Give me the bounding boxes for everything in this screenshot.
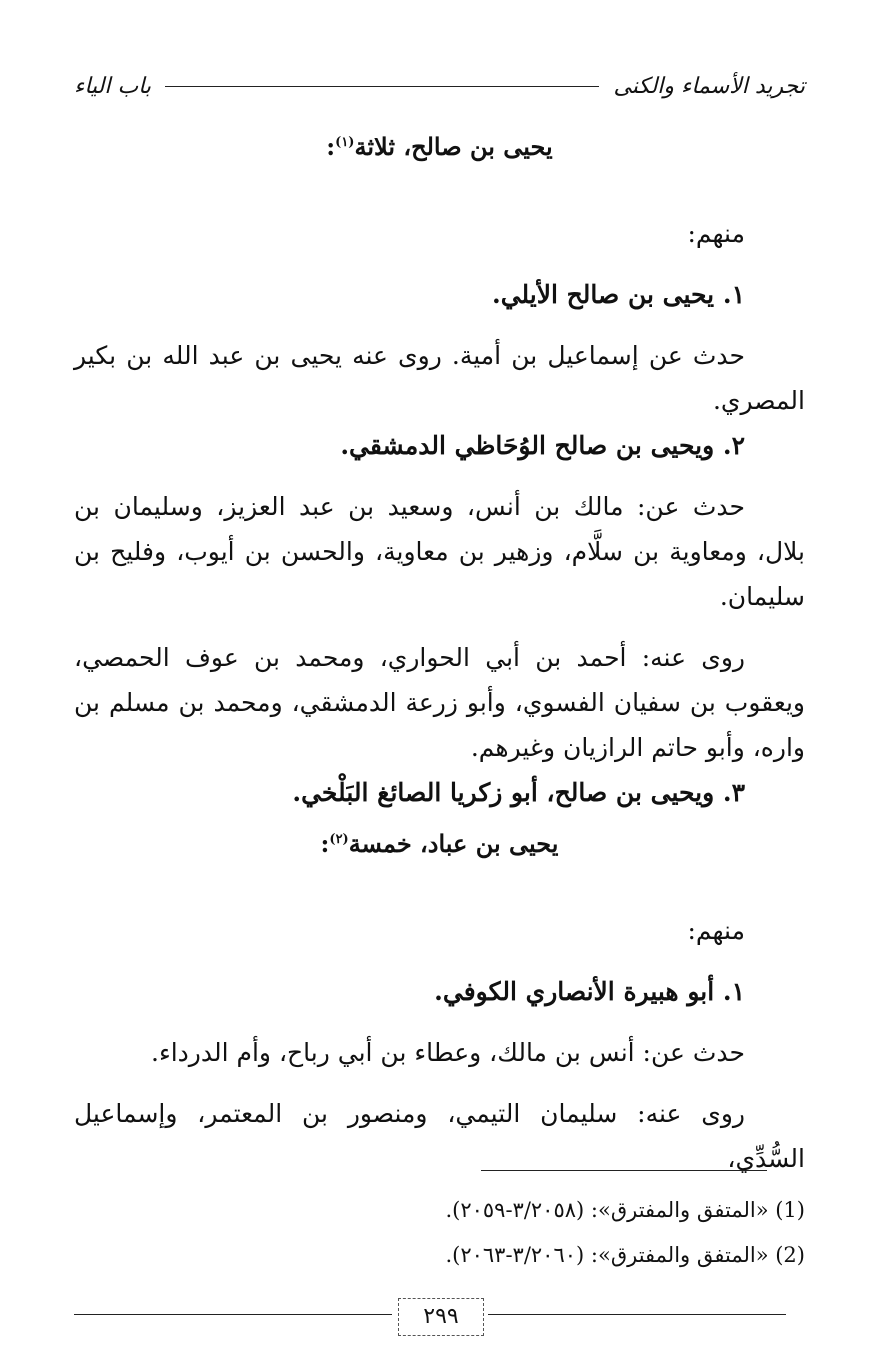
entry-narrated-from: حدث عن: مالك بن أنس، وسعيد بن عبد العزيز، وسليمان بن بلال، ومعاوية بن سلَّام، وزهير بن معاوية، والحسن بن أيوب، وفليح بن سليمان. (74, 492, 805, 611)
footer-rule (488, 1314, 786, 1315)
footnotes (74, 1170, 805, 1278)
entry-title: ٣. ويحيى بن صالح، أبو زكريا الصائغ البَلْخي. (292, 778, 745, 807)
entry-title: ٢. ويحيى بن صالح الوُحَاظي الدمشقي. (340, 431, 745, 460)
footnote-ref: (١) (335, 135, 355, 150)
section-intro: منهم: (687, 916, 745, 945)
footnote: (1) «المتفق والمفترق»: (٣/٢٠٥٨-٢٠٥٩). (445, 1198, 805, 1222)
section-intro: منهم: (687, 219, 745, 248)
main-text (74, 118, 805, 1181)
running-header (74, 66, 805, 106)
entry-text: حدث عن إسماعيل بن أمية. روى عنه يحيى بن عبد الله بن بكير المصري. (74, 341, 805, 415)
entry-narrators: روى عنه: سليمان التيمي، ومنصور بن المعتمر، وإسماعيل السُّدِّي، (74, 1099, 805, 1173)
spacer (74, 256, 805, 272)
section-title (74, 821, 805, 866)
spacer (74, 1075, 805, 1091)
footer-rule (74, 1314, 392, 1315)
spacer (74, 619, 805, 635)
entry-title: ١. يحيى بن صالح الأيلي. (491, 280, 745, 309)
spacer (74, 1014, 805, 1030)
spacer (74, 468, 805, 484)
spacer (74, 317, 805, 333)
spacer (74, 953, 805, 969)
entry-title: ١. أبو هبيرة الأنصاري الكوفي. (434, 977, 745, 1006)
section-title-text: يحيى بن صالح، ثلاثة (354, 132, 553, 161)
entry-narrators: روى عنه: أحمد بن أبي الحواري، ومحمد بن عوف الحمصي، ويعقوب بن سفيان الفسوي، وأبو زرعة الدمشقي، ومحمد بن مسلم بن واره، وأبو حاتم الرازيان وغيرهم. (74, 643, 805, 762)
section-title (74, 124, 805, 169)
footnote-ref: (٢) (329, 832, 349, 847)
book-title: تجريد الأسماء والكنى (613, 73, 805, 99)
section-title-suffix: : (326, 132, 336, 161)
footnote: (2) «المتفق والمفترق»: (٣/٢٠٦٠-٢٠٦٣). (445, 1243, 805, 1267)
spacer (74, 169, 805, 211)
section-title-text: يحيى بن عباد، خمسة (348, 829, 559, 858)
spacer (74, 866, 805, 908)
header-rule (165, 86, 599, 87)
entry-narrated-from: حدث عن: أنس بن مالك، وعطاء بن أبي رباح، وأم الدرداء. (151, 1038, 745, 1067)
chapter-title: باب الياء (74, 73, 152, 99)
section-title-suffix: : (320, 829, 330, 858)
page-number: ٢٩٩ (398, 1298, 484, 1336)
